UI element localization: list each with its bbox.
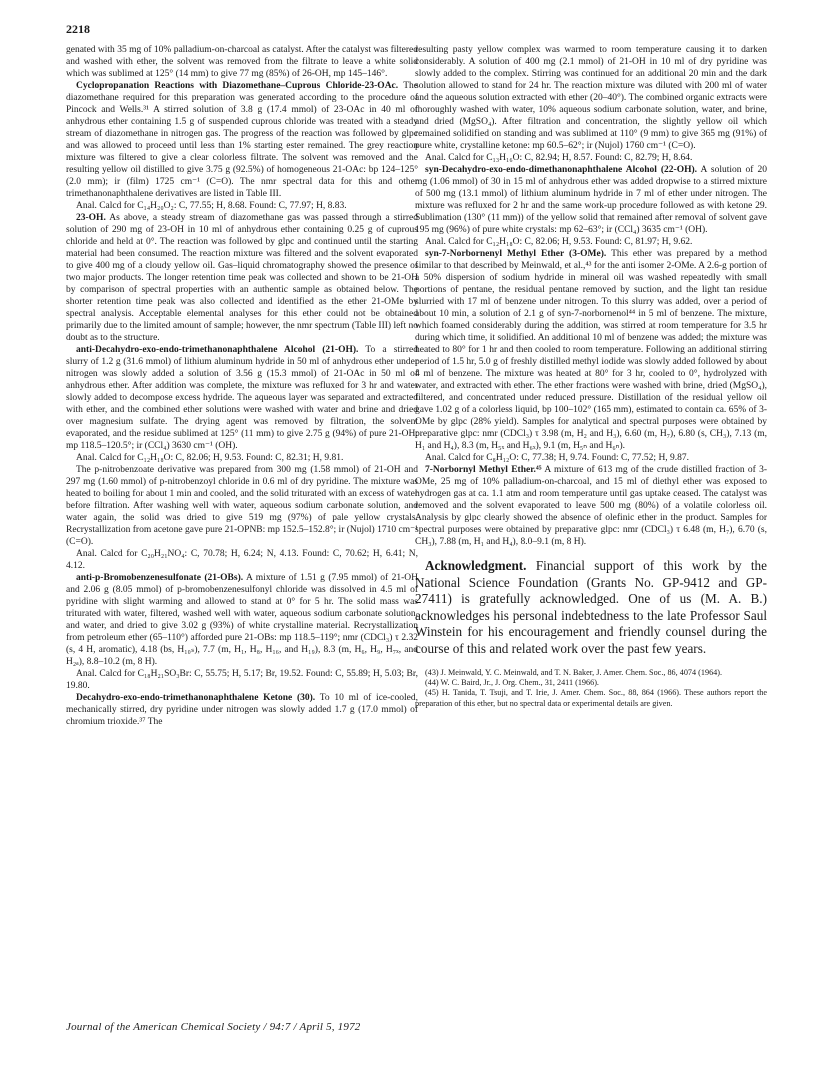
paragraph: Anal. Calcd for C₂₀H₂₁NO₄: C, 70.78; H, 6.24; N, 4.13. Found: C, 70.62; H, 6.41; N, 4.12. — [66, 549, 418, 571]
section-heading: Cyclopropanation Reactions with Diazomethane–Cuprous Chloride-23-OAc. — [76, 81, 399, 91]
section-heading: syn-Decahydro-exo-endo-dimethanonaphthalene Alcohol (22-OH). — [425, 165, 698, 175]
paragraph: Anal. Calcd for C₈H₁₂O: C, 77.38; H, 9.74. Found: C, 77.52; H, 9.87. — [425, 453, 690, 463]
references — [415, 668, 767, 710]
paragraph: syn-7-Norbornenyl Methyl Ether (3-OMe). This ether was prepared by a method similar to that described by Meinwald, et al.,⁴³ for the anti isomer 2-OMe. A 2.6-g portion of a 50% dispersion of sodium hydride in mineral oil was washed repeatedly with small portions of pentane, the residual pentane removed by suction, and the light tan residue slurried with 17 ml of benzene under nitrogen. To this slurry was added, over a period of about 10 min, a solution of 2.1 g of syn-7-norbornenol⁴⁴ in 5 ml of benzene. The mixture, which foamed considerably during the addition, was stirred at room temperature for 3.5 hr during which time, it solidified. An additional 10 ml of benzene was added; the mixture was heated to 80° for 1 hr and then cooled to room temperature. Following an additional stirring period of 1.5 hr, 5.0 g of freshly distilled methyl iodide was slowly added followed by about 4 ml of benzene. The mixture was heated at 80° for 3 hr, cooled to 0°, hydrolyzed with water, and extracted with ether. The ether fractions were washed with brine, dried (MgSO₄), filtered, and concentrated under reduced pressure. Distillation of the residual yellow oil gave 1.02 g of a colorless liquid, bp 100–102° (165 mm), estimated to contain ca. 65% of 3-OMe by glpc (28% yield). Samples for analytical and spectral purposes were obtained by preparative glpc: nmr (CDCl₃) τ 3.98 (m, H₂ and H₃), 6.60 (m, H₇), 6.80 (s, CH₃), 7.13 (m, H₁ and H₄), 8.3 (m, H₅ₓ and H₆ₓ), 9.1 (m, H₅ₙ and H₆ₙ). — [415, 249, 768, 451]
paragraph: Cyclopropanation Reactions with Diazomethane–Cuprous Chloride-23-OAc. The diazomethane required for this preparation was generated according to the procedure of Pincock and Wells.³¹ A stirred solution of 3.8 g (17.4 mmol) of 23-OAc in 40 ml of anhydrous ether containing 1.5 g of suspended cuprous chloride was treated with a steady stream of diazomethane in nitrogen gas. The progress of the reaction was followed by glpc and was allowed to proceed until less than 1% starting ester remained. The grey reaction mixture was filtered to give a clear colorless filtrate. The solvent was removed and the resulting yellow oil distilled to give 3.75 g (92.5%) of homogeneous 21-OAc: bp 124–125° (2.0 mm); ir (film) 1725 cm⁻¹ (C=O). The nmr spectral data for this and other trimethanonaphthalene derivatives are listed in Table III. — [66, 81, 418, 199]
paragraph: Anal. Calcd for C₁₈H₂₁SO₃Br: C, 55.75; H, 5.17; Br, 19.52. Found: C, 55.89; H, 5.03; Br, 19.80. — [66, 669, 418, 691]
paragraph: Anal. Calcd for C₁₃H₁₆O: C, 82.94; H, 8.57. Found: C, 82.79; H, 8.64. — [425, 153, 693, 163]
paragraph: Anal. Calcd for C₁₂H₁₈O: C, 82.06; H, 9.53. Found: C, 81.97; H, 9.62. — [425, 237, 693, 247]
paragraph: Acknowledgment. Financial support of this work by the National Science Foundation (Grants No. GP-9412 and GP-27411) is gratefully acknowledged. One of us (M. A. B.) acknowledges his personal indebtedness to the late Professor Saul Winstein for his encouragement and friendly counsel during the course of this and related work over the past few years. — [415, 558, 768, 656]
left-column — [66, 44, 418, 728]
reference-item: (43) J. Meinwald, Y. C. Meinwald, and T. N. Baker, J. Amer. Chem. Soc., 86, 4074 (1964). — [425, 667, 723, 677]
paragraph: Anal. Calcd for C₁₂H₁₈O: C, 82.06; H, 9.53. Found: C, 82.31; H, 9.81. — [76, 453, 344, 463]
paragraph: The p-nitrobenzoate derivative was prepared from 300 mg (1.58 mmol) of 21-OH and 297 mg (1.60 mmol) of p-nitrobenzoyl chloride in 0.6 ml of dry pyridine. The mixture was heated to boiling for about 1 min and cooled, and the solid triturated with an excess of water before filtration. After washing well with water, aqueous sodium carbonate solution, and water again, the solid was dried to give 519 mg (97%) of pale yellow crystals. Recrystallization from acetone gave pure 21-OPNB: mp 152.5–152.8°; ir (Nujol) 1710 cm⁻¹ (C=O). — [66, 465, 418, 547]
paragraph: 23-OH. As above, a steady stream of diazomethane gas was passed through a stirred solution of 290 mg of 23-OH in 10 ml of anhydrous ether containing 0.25 g of cuprous chloride and held at 0°. The reaction was followed by glpc and continued until the starting material had been consumed. The reaction mixture was filtered and the solvent evaporated to give 400 mg of a cloudy yellow oil. Gas–liquid chromatography showed the presence of two major products. The longer retention time peak was collected and shown to be 21-OH by comparison of spectral properties with an authentic sample as obtained below. The shorter retention time peak was also collected and identified as the ether 21-OMe by spectral analysis. Acceptable elemental analyses for this ether could not be obtained primarily due to the limited amount of sample; however, the nmr spectrum (Table III) left no doubt as to the structure. — [66, 213, 418, 343]
acknowledgment — [415, 558, 767, 658]
section-heading: 7-Norbornyl Methyl Ether.⁴⁵ — [425, 465, 542, 475]
paragraph: resulting pasty yellow complex was warmed to room temperature causing it to darken considerably. A solution of 400 mg (2.1 mmol) of 21-OH in 10 ml of dry pyridine was slowly added to the complex. Stirring was continued for an additional 20 min and the dark solution allowed to stand for 24 hr. The reaction mixture was diluted with 200 ml of water and the aqueous solution extracted with ether (20–40°). The combined organic extracts were thoroughly washed with water, 10% aqueous sodium carbonate solution, water, and brine, and dried (MgSO₄). After filtration and concentration, the slightly yellow oil which remained solidified on standing and was sublimed at 110° (9 mm) to give 365 mg (91%) of pure white, crystalline ketone: mp 60.5–62°; ir (Nujol) 1760 cm⁻¹ (C=O). — [415, 45, 767, 151]
section-heading: Decahydro-exo-endo-trimethanonaphthalene Ketone (30). — [76, 693, 316, 703]
section-heading: anti-p-Bromobenzenesulfonate (21-OBs). — [76, 573, 244, 583]
page-number: 2218 — [66, 22, 90, 36]
paragraph: anti-Decahydro-exo-endo-trimethanonaphthalene Alcohol (21-OH). To a stirred slurry of 1.2 g (31.6 mmol) of lithium aluminum hydride in 50 ml of anhydrous ether under nitrogen was slowly added a solution of 3.56 g (15.3 mmol) of 21-OAc in 50 ml of anhydrous ether. After addition was complete, the mixture was refluxed for 3 hr and water slowly added to decompose excess hydride. The aqueous layer was separated and extracted with ether, and the combined ether solutions were washed with water and brine and dried over magnesium sulfate. The drying agent was removed by filtration, the solvent evaporated, and the residue sublimed at 125° (11 mm) to give 2.75 g (94%) of pure 21-OH: mp 118.5–120.5°; ir (CCl₄) 3630 cm⁻¹ (OH). — [66, 345, 418, 451]
paragraph: syn-Decahydro-exo-endo-dimethanonaphthalene Alcohol (22-OH). A solution of 20 mg (1.06 mmol) of 30 in 15 ml of anhydrous ether was added dropwise to a stirred mixture of 500 mg (13.1 mmol) of lithium aluminum hydride in 7 ml of ether under nitrogen. The mixture was refluxed for 2 hr and the same work-up procedure followed as with ketone 29. Sublimation (130° (11 mm)) of the yellow solid that remained after removal of solvent gave 195 mg (96%) of pure white crystals: mp 62–63°; ir (CCl₄) 3635 cm⁻¹ (OH). — [415, 165, 767, 235]
paragraph: anti-p-Bromobenzenesulfonate (21-OBs). A mixture of 1.51 g (7.95 mmol) of 21-OH and 2.06 g (8.05 mmol) of p-bromobenzenesulfonyl chloride was dissolved in 4.5 ml of pyridine with slight warming and allowed to stand at 0° for 5 hr. The solid mass was triturated with water, filtered, washed well with water, aqueous sodium carbonate solution, and water, and dried to give 3.02 g (93%) of white crystalline material. Recrystallization from petroleum ether (65–110°) afforded pure 21-OBs: mp 118.5–119°; nmr (CDCl₃) τ 2.32 (s, 4 H, aromatic), 4.18 (bs, H₁₀ₛ), 7.7 (m, H₁, H₈, H₁₆, and H₁₉), 8.3 (m, H₆, H₉, H₇ₓ, and H₂ₐ), 8.8–10.2 (m, 8 H). — [66, 573, 418, 667]
paragraph: 7-Norbornyl Methyl Ether.⁴⁵ A mixture of 613 mg of the crude distilled fraction of 3-OMe, 25 mg of 10% palladium-on-charcoal, and 15 ml of diethyl ether was exposed to hydrogen gas at ca. 1.1 atm and room temperature until gas uptake ceased. The catalyst was removed and the solvent evaporated to leave 500 mg (80%) of a volatile colorless oil. Analysis by glpc clearly showed the absence of olefinic ether in the product. Samples for spectral purposes were obtained by preparative glpc: nmr (CDCl₃) τ 6.48 (m, H₇), 6.70 (s, CH₃), 7.88 (m, H₁ and H₄), 8.0–9.1 (m, 8 H). — [415, 465, 768, 547]
paragraph: Anal. Calcd for C₁₄H₂₀O₂: C, 77.55; H, 8.68. Found: C, 77.97; H, 8.83. — [76, 201, 347, 211]
section-heading: 23-OH. — [76, 213, 106, 223]
acknowledgment-heading: Acknowledgment. — [425, 558, 527, 573]
reference-item: (44) W. C. Baird, Jr., J. Org. Chem., 31, 2411 (1966). — [425, 677, 599, 687]
section-heading: anti-Decahydro-exo-endo-trimethanonaphthalene Alcohol (21-OH). — [76, 345, 359, 355]
reference-item: (45) H. Tanida, T. Tsuji, and T. Irie, J. Amer. Chem. Soc., 88, 864 (1966). These authors report the preparation of this ether, but no spectral data or experimental details are given. — [415, 688, 767, 708]
journal-footer: Journal of the American Chemical Society / 94:7 / April 5, 1972 — [66, 1021, 361, 1033]
paragraph: Decahydro-exo-endo-trimethanonaphthalene Ketone (30). To 10 ml of ice-cooled, mechanically stirred, dry pyridine under nitrogen was slowly added 1.7 g (17.0 mmol) of chromium trioxide.³⁷ The — [66, 693, 418, 727]
section-heading: syn-7-Norbornenyl Methyl Ether (3-OMe). — [425, 249, 607, 259]
right-column — [415, 44, 767, 709]
paragraph: genated with 35 mg of 10% palladium-on-charcoal as catalyst. After the catalyst was filtered and washed with ether, the solvent was removed from the filtrate to leave a white solid which was sublimed at 125° (14 mm) to give 77 mg (85%) of 26-OH, mp 145–146°. — [66, 45, 418, 79]
